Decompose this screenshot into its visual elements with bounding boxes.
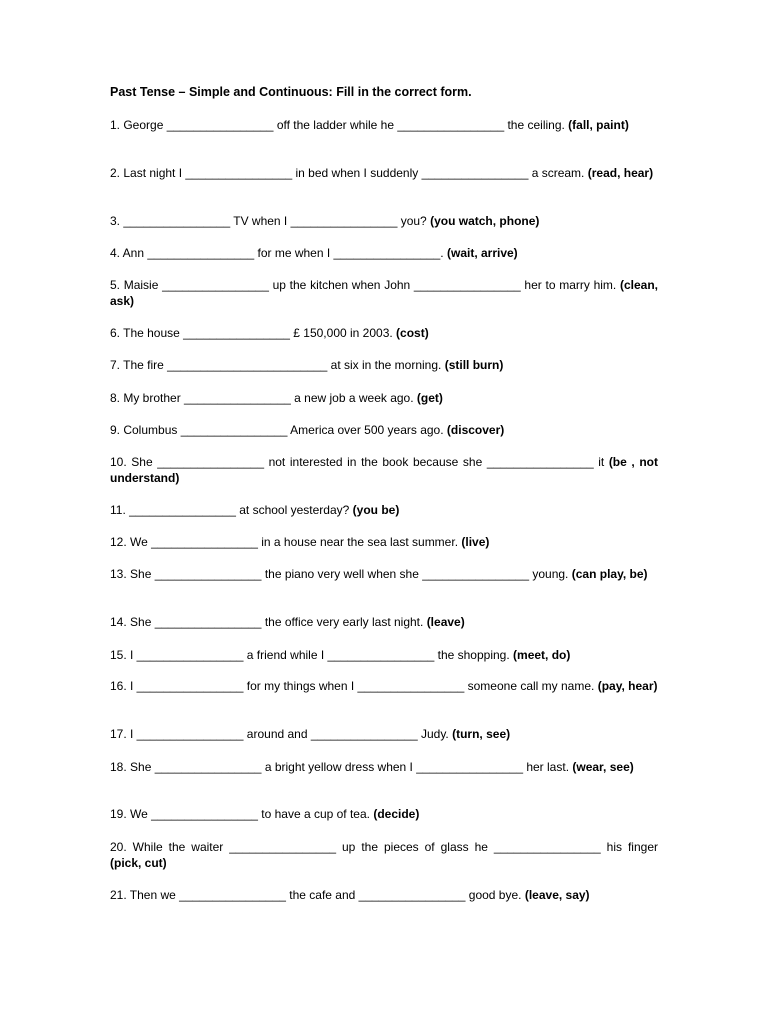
item-hint: (cost) <box>396 326 429 340</box>
exercise-item-19 <box>110 806 658 822</box>
item-hint: (clean, ask) <box>110 278 658 308</box>
item-text: 2. Last night I ________________ in bed when I suddenly ________________ a scream. <box>110 166 585 180</box>
exercise-item-13 <box>110 566 658 582</box>
item-text: 4. Ann ________________ for me when I ________________. <box>110 246 444 260</box>
exercise-item-4 <box>110 245 658 261</box>
item-hint: (meet, do) <box>513 648 571 662</box>
item-hint: (turn, see) <box>452 727 511 741</box>
item-hint: (get) <box>416 391 443 405</box>
exercise-item-15 <box>110 647 658 663</box>
exercise-item-14 <box>110 614 658 630</box>
item-text: 1. George ________________ off the ladder while he ________________ the ceiling. <box>110 118 565 132</box>
item-text: 5. Maisie ________________ up the kitchen when John ________________ her to marry him. <box>110 278 617 292</box>
exercise-item-17 <box>110 726 658 742</box>
item-hint: (leave, say) <box>524 888 590 902</box>
exercise-item-8 <box>110 390 658 406</box>
item-hint: (read, hear) <box>587 166 654 180</box>
item-hint: (fall, paint) <box>568 118 629 132</box>
item-hint: (decide) <box>373 807 420 821</box>
item-text: 11. ________________ at school yesterday? <box>110 503 350 517</box>
item-text: 15. I ________________ a friend while I ________________ the shopping. <box>110 648 510 662</box>
item-text: 21. Then we ________________ the cafe and ________________ good bye. <box>110 888 522 902</box>
item-hint: (wait, arrive) <box>446 246 518 260</box>
item-hint: (wear, see) <box>572 760 634 774</box>
item-text: 19. We ________________ to have a cup of tea. <box>110 807 370 821</box>
exercise-item-7 <box>110 357 658 373</box>
exercise-item-16 <box>110 678 658 694</box>
item-text: 13. She ________________ the piano very well when she ________________ young. <box>110 567 569 581</box>
item-hint: (live) <box>461 535 490 549</box>
item-hint: (pick, cut) <box>110 856 167 870</box>
exercise-item-9 <box>110 422 658 438</box>
item-text: 17. I ________________ around and ________________ Judy. <box>110 727 449 741</box>
item-hint: (be , not understand) <box>110 455 658 485</box>
exercise-item-12 <box>110 534 658 550</box>
item-text: 18. She ________________ a bright yellow dress when I ________________ her last. <box>110 760 570 774</box>
exercise-item-10 <box>110 454 658 486</box>
exercise-item-20 <box>110 839 658 871</box>
item-hint: (pay, hear) <box>597 679 658 693</box>
item-text: 8. My brother ________________ a new job a week ago. <box>110 391 414 405</box>
exercise-item-6 <box>110 325 658 341</box>
item-hint: (can play, be) <box>571 567 648 581</box>
item-text: 9. Columbus ________________ America over 500 years ago. <box>110 423 444 437</box>
item-hint: (you be) <box>352 503 400 517</box>
item-text: 20. While the waiter ________________ up the pieces of glass he ________________ his finger <box>110 840 658 854</box>
exercise-item-21 <box>110 887 658 903</box>
item-hint: (still burn) <box>444 358 504 372</box>
item-text: 10. She ________________ not interested in the book because she ________________ it <box>110 455 605 469</box>
exercise-item-1 <box>110 117 658 133</box>
item-hint: (leave) <box>426 615 465 629</box>
item-text: 3. ________________ TV when I ________________ you? <box>110 214 427 228</box>
worksheet-title: Past Tense – Simple and Continuous: Fill in the correct form. <box>110 85 472 99</box>
item-hint: (discover) <box>446 423 505 437</box>
item-text: 6. The house ________________ £ 150,000 in 2003. <box>110 326 393 340</box>
item-text: 16. I ________________ for my things when I ________________ someone call my name. <box>110 679 595 693</box>
item-hint: (you watch, phone) <box>430 214 540 228</box>
item-text: 12. We ________________ in a house near the sea last summer. <box>110 535 459 549</box>
exercise-item-18 <box>110 759 658 775</box>
item-text: 14. She ________________ the office very early last night. <box>110 615 424 629</box>
exercise-item-11 <box>110 502 658 518</box>
exercise-item-3 <box>110 213 658 229</box>
exercise-item-5 <box>110 277 658 309</box>
exercise-item-2 <box>110 165 658 181</box>
item-text: 7. The fire ________________________ at six in the morning. <box>110 358 442 372</box>
